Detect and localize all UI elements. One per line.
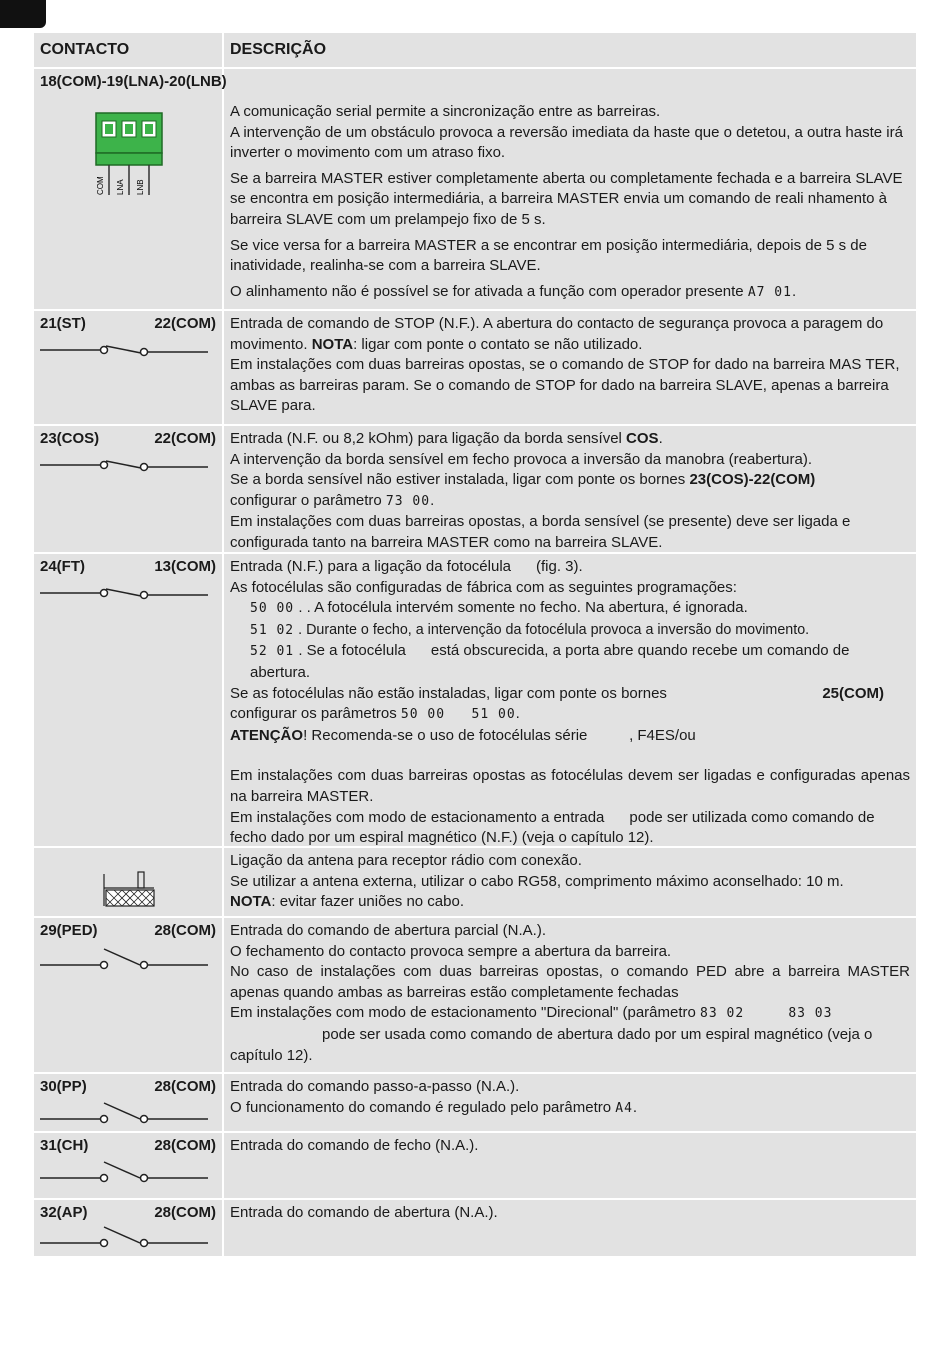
table-row-ap [34,1200,916,1258]
description-text [230,704,910,726]
description-text: Em instalações com duas barreiras opostas as fotocélulas devem ser ligadas e configuradas apenas na barreira MASTER. [230,767,910,805]
contact-label-left: 21(ST) [40,315,86,332]
terminal-block-icon [92,111,172,226]
no-contact-symbol [40,1224,210,1250]
contact-label-right: 28(COM) [154,1078,216,1095]
contact-label-right: 28(COM) [154,1204,216,1221]
contact-label-right: 22(COM) [154,430,216,447]
text-span: Entrada de comando de STOP (N.F.). A abertura do contacto de segurança provoca a paragem do movimento. [230,315,884,353]
contact-label-left: 32(AP) [40,1204,88,1221]
description-text: As fotocélulas são configuradas de fábrica com as seguintes programações: [230,578,737,596]
description-text: A comunicação serial permite a sincronização entre as barreiras. [230,103,661,120]
text-span: . [430,491,435,509]
description-text: A intervenção da borda sensível em fecho provoca a inversão da manobra (reabertura). [230,450,812,468]
text-span: Entrada (N.F. ou 8,2 kOhm) para ligação da borda sensível [230,430,622,447]
description-text [230,282,910,304]
description-cell [224,918,916,1072]
table-row-ch [34,1133,916,1200]
description-text: A intervenção de um obstáculo provoca a reversão imediata da haste que o detetou, a outra haste irá inverter o movimento com um atraso fixo. [230,123,903,162]
nc-contact-symbol [40,454,210,476]
bold-term: 25(COM) [822,684,884,702]
contact-cell [34,1074,224,1131]
text-span: ! Recomenda-se o uso de fotocélulas série , F4ES/ou [303,726,696,744]
description-text [230,641,910,683]
description-cell [224,1200,916,1256]
text-span: : ligar com ponte o contato se não utilizado. [353,335,643,353]
contact-cell [34,426,224,552]
param-code: 50 00 [250,601,295,617]
no-contact-symbol [40,946,210,972]
description-text [230,491,910,513]
nc-contact-symbol [40,339,210,361]
text-span: Se as fotocélulas não estão instaladas, ligar com ponte os bornes [230,684,667,702]
description-text: Entrada do comando de abertura (N.A.). [230,1204,498,1221]
text-span: . [658,430,663,447]
table-header [34,33,916,69]
description-cell [224,554,916,846]
description-text: Entrada do comando passo-a-passo (N.A.). [230,1078,520,1095]
text-span: : evitar fazer uniões no cabo. [271,893,465,911]
description-text: Ligação da antena para receptor rádio com conexão. [230,852,582,869]
description-text: Em instalações com duas barreiras opostas, se o comando de STOP for dado na barreira MAS TER, ambas as barreiras param. Se o comando de STOP for dado na barreira SLAVE, apenas a barreira SLAVE para. [230,356,900,415]
table-row-ft [34,554,916,848]
table-row-stop [34,311,916,426]
text-span: Se a borda sensível não estiver instalada, ligar com ponte os bornes [230,471,686,489]
contact-label: 18(COM)-19(LNA)-20(LNB) [40,73,227,90]
description-text [230,620,910,642]
description-text: Em instalações com duas barreiras opostas, a borda sensível (se presente) deve ser ligada e configurada tanto na barreira MASTER como na barreira SLAVE. [230,513,851,551]
description-text [230,892,910,913]
nc-contact-symbol [40,582,210,604]
description-text: Se utilizar a antena externa, utilizar o cabo RG58, comprimento máximo aconselhado: 10 m. [230,872,844,890]
description-text: Em instalações com modo de estacionamento a entrada pode ser utilizada como comando de fecho dado por um espiral magnético (N.F.) (veja o capítulo 12). [230,808,879,847]
text-span: . [791,282,797,300]
page-corner-tab [0,0,46,28]
table-row-ped [34,918,916,1074]
text-span: . Se a fotocélula está obscurecida, a porta abre quando recebe um comando de abertura. [250,642,854,681]
pin-label: LNA [116,179,125,195]
no-contact-symbol [40,1159,210,1185]
description-text [230,470,910,491]
contact-label-left: 23(COS) [40,430,100,447]
text-span: . [632,1098,638,1116]
no-contact-symbol [40,1100,210,1126]
contact-label-right: 28(COM) [154,922,216,939]
pin-label: COM [96,176,105,195]
contact-cell [34,1200,224,1256]
description-text [230,1003,910,1025]
param-code: A4 [615,1100,633,1116]
text-span: . [515,705,520,723]
contact-label-right: 13(COM) [154,558,216,575]
contact-cell [34,554,224,846]
description-cell [224,426,916,552]
description-text: Se a barreira MASTER estiver completamente aberta ou completamente fechada e a barreira SLAVE se encontra em posição intermediária, a barreira MASTER envia um comando de reali nhamento à barreira SLAVE com um prelampejo fixo de 5 s. [230,169,903,228]
antenna-terminal-icon [102,868,158,910]
contact-cell [34,848,224,916]
table-row-serial [34,69,916,311]
text-span: . . A fotocélula intervém somente no fecho. Na abertura, é ignorada. [298,599,748,617]
param-code: A7 01 [747,284,792,300]
text-span: O funcionamento do comando é regulado pelo parâmetro [230,1098,612,1116]
description-text: Entrada do comando de fecho (N.A.). [230,1137,479,1154]
contact-label-right: 28(COM) [154,1137,216,1154]
text-span: configurar os parâmetros [230,705,397,723]
description-text [230,598,910,620]
description-cell [224,69,916,309]
description-text [230,429,910,450]
header-contacto: CONTACTO [34,33,224,67]
nota-label: NOTA [230,893,272,911]
text-span: O alinhamento não é possível se for ativada a função com operador presente [230,282,744,300]
text-span: . Durante o fecho, a intervenção da fotocélula provoca a inversão do movimento. [298,621,810,638]
description-text: pode ser usada como comando de abertura dado por um espiral magnético (veja o capítulo 12). [230,1025,873,1064]
bold-term: 23(COS)-22(COM) [689,471,816,489]
text-span: Em instalações com modo de estacionamento "Direcional" (parâmetro [230,1004,696,1022]
pin-label: LNB [136,179,145,195]
text-span: configurar o parâmetro [230,491,382,509]
description-text: Entrada do comando de abertura parcial (N.A.). [230,922,547,939]
table-row-cos [34,426,916,554]
description-cell [224,1133,916,1198]
bold-term: COS [626,430,659,447]
description-text [230,684,910,705]
description-text: No caso de instalações com duas barreiras opostas, o comando PED abre a barreira MASTER apenas quando ambas as barreiras estão completamente fechadas [230,963,910,1001]
table-row-pp [34,1074,916,1133]
atencao-label: ATENÇÃO [230,726,304,744]
contact-label-left: 24(FT) [40,558,85,575]
contact-label-right: 22(COM) [154,315,216,332]
table-row-antenna [34,848,916,918]
param-code: 50 00 51 00 [400,707,516,723]
description-text [230,1098,910,1120]
param-code: 51 02 [250,622,295,638]
param-code: 83 02 83 03 [700,1006,833,1022]
contact-table [34,33,916,1258]
contact-label-left: 30(PP) [40,1078,87,1095]
description-cell [224,311,916,424]
description-text [230,726,910,747]
description-text: Se vice versa for a barreira MASTER a se encontrar em posição intermediária, depois de 5 s de inatividade, realinha-se com a barreira SLAVE. [230,236,867,275]
description-cell [224,1074,916,1131]
contact-cell [34,918,224,1072]
description-text: O fechamento do contacto provoca sempre a abertura da barreira. [230,942,672,960]
contact-cell [34,1133,224,1198]
nota-label: NOTA [311,335,354,353]
contact-label-left: 31(CH) [40,1137,89,1154]
description-text [230,314,910,355]
param-code: 73 00 [385,493,431,509]
contact-cell [34,69,227,309]
param-code: 52 01 [250,644,295,660]
contact-cell [34,311,224,424]
header-descricao: DESCRIÇÃO [224,33,916,67]
contact-label-left: 29(PED) [40,922,98,939]
description-cell [224,848,916,916]
description-text: Entrada (N.F.) para a ligação da fotocélula (fig. 3). [230,558,583,575]
